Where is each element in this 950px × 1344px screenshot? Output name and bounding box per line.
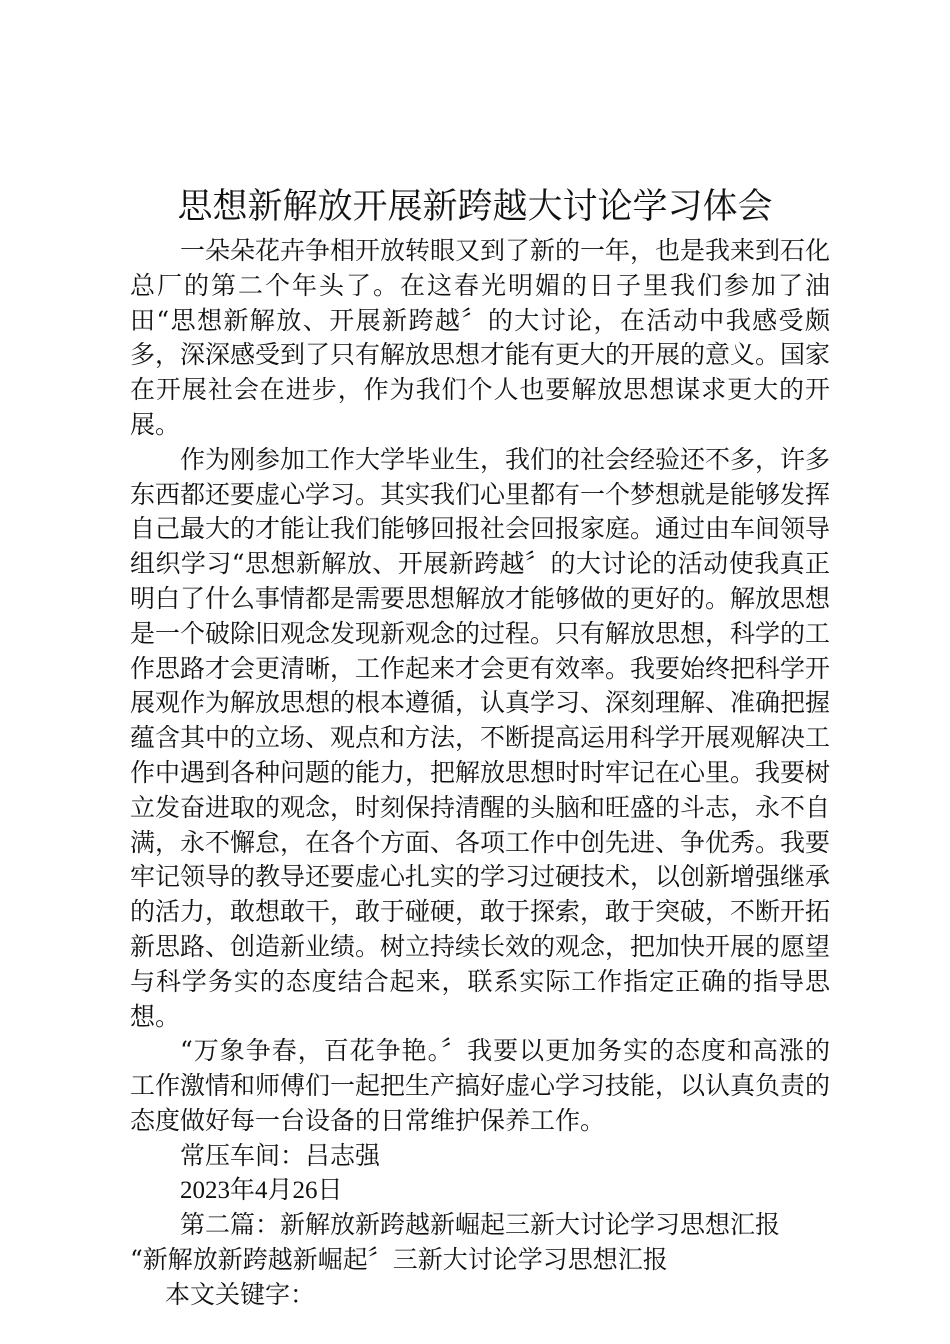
keywords-label: 本文关键字：: [165, 1279, 316, 1309]
document-title: 思想新解放开展新跨越大讨论学习体会: [177, 187, 773, 227]
paragraph-3: “万象争春，百花争艳。〞我要以更加务实的态度和高涨的工作激情和师傅们一起把生产搞好虚心学习技能，以认真负责的态度做好每一台设备的日常维护保养工作。: [130, 1036, 831, 1135]
date: 2023年4月26日: [180, 1176, 343, 1204]
paragraph-1: 一朵朵花卉争相开放转眼又到了新的一年，也是我来到石化总厂的第二个年头了。在这春光明媚的日子里我们参加了油田“思想新解放、开展新跨越〞的大讨论，在活动中我感受颇多，深深感受到了只有解放思想才能有更大的开展的意义。国家在开展社会在进步，作为我们个人也要解放思想谋求更大的开展。: [130, 236, 831, 439]
signature: 常压车间：吕志强: [180, 1140, 381, 1170]
second-article-heading: 第二篇：新解放新跨越新崛起三新大讨论学习思想汇报: [180, 1210, 781, 1240]
document-body: [130, 234, 830, 1313]
second-article-subtitle: “新解放新跨越新崛起〞三新大讨论学习思想汇报: [130, 1245, 668, 1275]
paragraph-2: 作为刚参加工作大学毕业生，我们的社会经验还不多，许多东西都还要虚心学习。其实我们心里都有一个梦想就是能够发挥自己最大的才能让我们能够回报社会回报家庭。通过由车间领导组织学习“思想新解放、开展新跨越〞的大讨论的活动使我真正明白了什么事情都是需要思想解放才能够做的更好的。解放思想是一个破除旧观念发现新观念的过程。只有解放思想，科学的工作思路才会更清晰，工作起来才会更有效率。我要始终把科学开展观作为解放思想的根本遵循，认真学习、深刻理解、准确把握蕴含其中的立场、观点和方法，不断提高运用科学开展观解决工作中遇到各种问题的能力，把解放思想时时牢记在心里。我要树立发奋进取的观念，时刻保持清醒的头脑和旺盛的斗志，永不自满，永不懈怠，在各个方面、各项工作中创先进、争优秀。我要牢记领导的教导还要虚心扎实的学习过硬技术，以创新增强继承的活力，敢想敢干，敢于碰硬，敢于探索，敢于突破，不断开拓新思路、创造新业绩。树立持续长效的观念，把加快开展的愿望与科学务实的态度结合起来，联系实际工作指定正确的指导思想。: [130, 444, 831, 1031]
